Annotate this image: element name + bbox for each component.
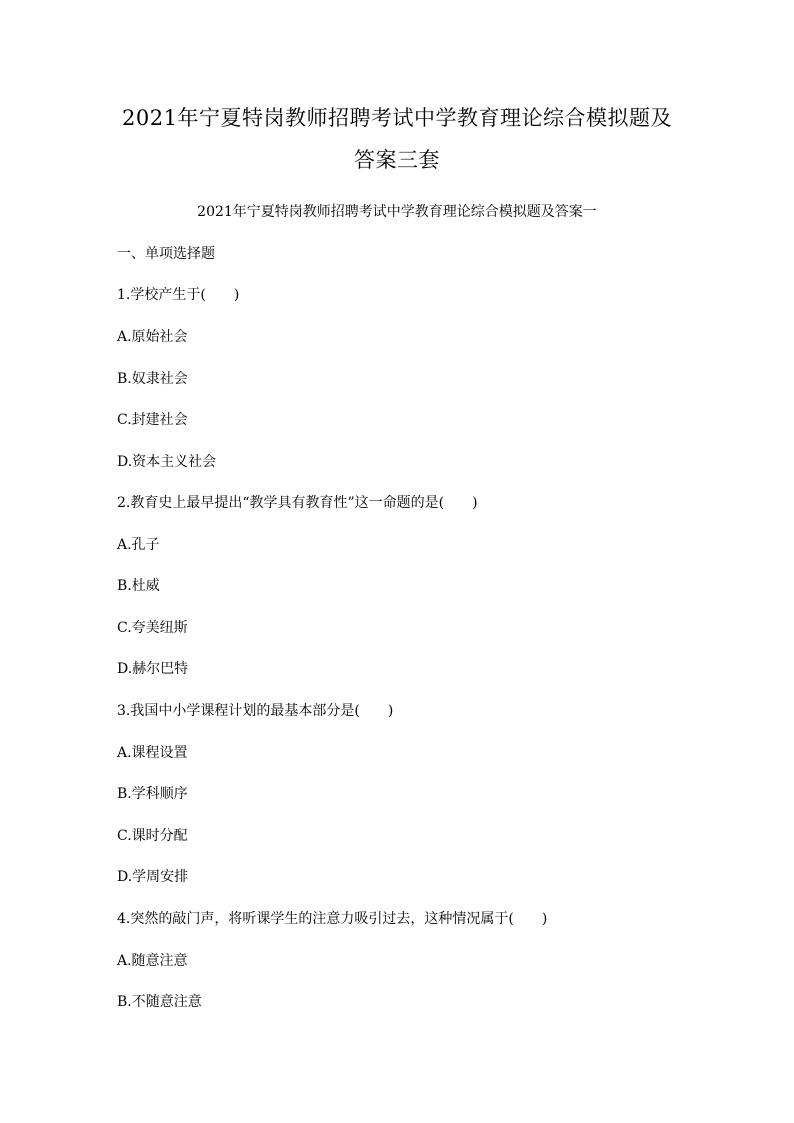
document-title-line-1: 2021年宁夏特岗教师招聘考试中学教育理论综合模拟题及	[122, 106, 672, 130]
question-3-option-d: D.学周安排	[117, 869, 189, 885]
question-2-stem: 2.教育史上最早提出“教学具有教育性”这一命题的是( )	[117, 495, 478, 511]
section-heading: 一、单项选择题	[117, 246, 215, 262]
question-1-stem: 1.学校产生于( )	[117, 287, 240, 303]
question-1-option-b: B.奴隶社会	[117, 371, 188, 387]
question-1-option-a: A.原始社会	[117, 329, 188, 345]
question-4-stem: 4.突然的敲门声，将听课学生的注意力吸引过去，这种情况属于( )	[117, 911, 548, 927]
question-2-option-a: A.孔子	[117, 537, 160, 553]
question-3-option-c: C.课时分配	[117, 828, 188, 844]
question-2-option-d: D.赫尔巴特	[117, 661, 189, 677]
question-3-option-b: B.学科顺序	[117, 786, 188, 802]
document-subtitle: 2021年宁夏特岗教师招聘考试中学教育理论综合模拟题及答案一	[197, 204, 597, 220]
question-3-option-a: A.课程设置	[117, 745, 188, 761]
question-2-option-c: C.夸美纽斯	[117, 620, 188, 636]
document-title-line-2: 答案三套	[354, 148, 440, 172]
question-2-option-b: B.杜威	[117, 578, 160, 594]
question-1-option-c: C.封建社会	[117, 412, 188, 428]
question-3-stem: 3.我国中小学课程计划的最基本部分是( )	[117, 703, 394, 719]
question-4-option-a: A.随意注意	[117, 953, 188, 969]
question-4-option-b: B.不随意注意	[117, 994, 202, 1010]
question-1-option-d: D.资本主义社会	[117, 454, 217, 470]
